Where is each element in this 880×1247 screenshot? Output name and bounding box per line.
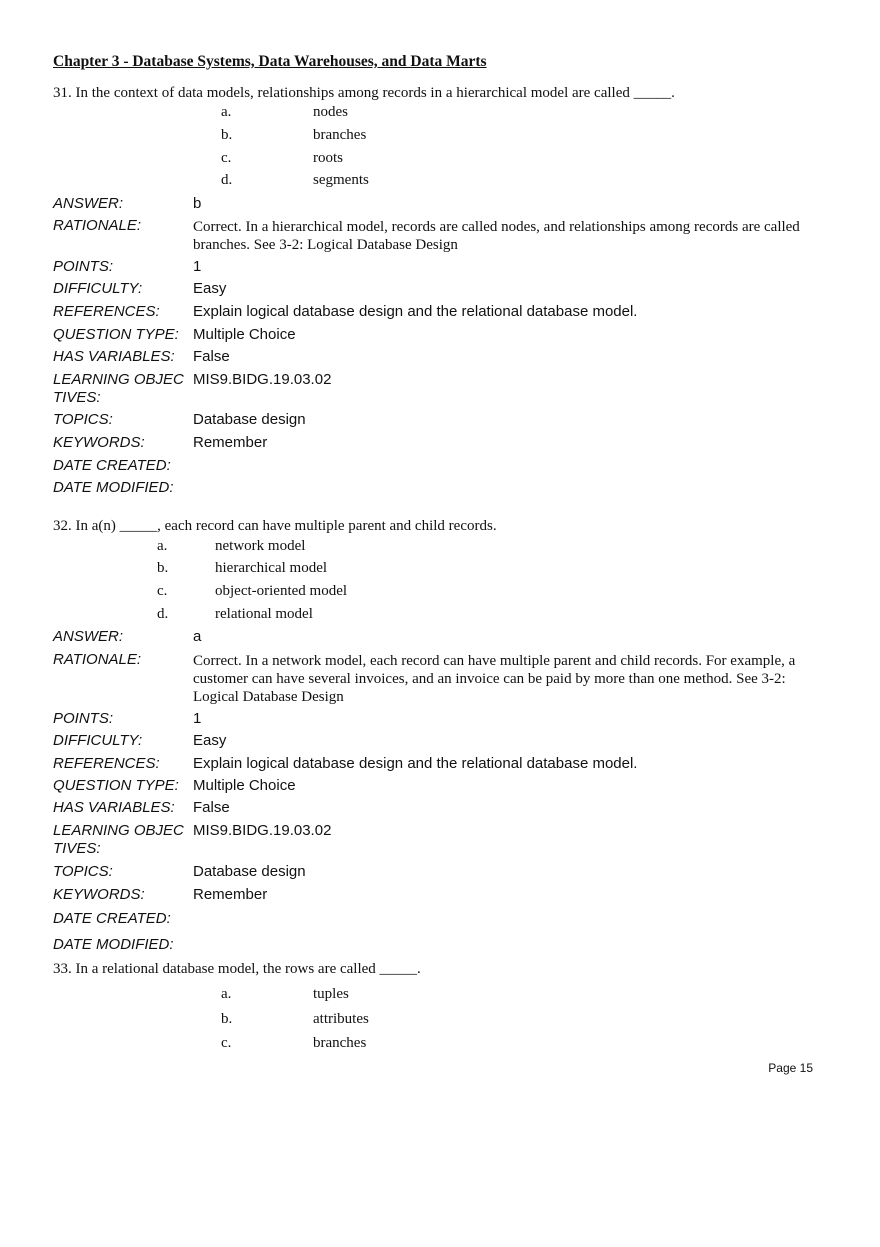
q31-option-a-letter: a. [221,104,232,120]
learning-objectives-label-line1: LEARNING OBJEC [53,822,184,839]
q32-points-value: 1 [193,710,202,727]
references-label: REFERENCES: [53,755,160,772]
has-variables-label: HAS VARIABLES: [53,348,175,365]
q31-option-b-letter: b. [221,127,233,143]
topics-label: TOPICS: [53,863,113,880]
q32-has-variables-value: False [193,799,230,816]
q32-difficulty-value: Easy [193,732,227,749]
q32-option-c-text: object-oriented model [215,583,348,599]
q32-option-b-letter: b. [157,560,169,576]
q31-has-variables-value: False [193,348,230,365]
q32-answer-value: a [193,628,202,645]
question-type-label: QUESTION TYPE: [53,777,179,794]
answer-label: ANSWER: [53,628,124,645]
has-variables-label: HAS VARIABLES: [53,799,175,816]
difficulty-label: DIFFICULTY: [53,732,143,749]
q31-option-c-letter: c. [221,150,232,166]
q32-learning-objectives-value: MIS9.BIDG.19.03.02 [193,822,332,839]
references-label: REFERENCES: [53,303,160,320]
rationale-label: RATIONALE: [53,217,142,234]
q32-option-c-letter: c. [157,583,168,599]
answer-label: ANSWER: [53,195,124,212]
q33-option-c-text: branches [313,1035,367,1051]
learning-objectives-label-line2: TIVES: [53,389,101,406]
q33-option-b-text: attributes [313,1011,369,1027]
q32-rationale-text: Correct. In a network model, each record can have multiple parent and child records. For example, a customer can have several invoices, and an invoice can be paid by more than one method. See 3-2: Logical Database Design [193,653,796,705]
q31-option-a-text: nodes [313,104,348,120]
q31-references-value: Explain logical database design and the relational database model. [193,303,638,320]
difficulty-label: DIFFICULTY: [53,280,143,297]
q32-keywords-value: Remember [193,886,268,903]
question-31-text: 31. In the context of data models, relationships among records in a hierarchical model are called _____. [53,85,675,101]
q33-option-a-letter: a. [221,986,232,1002]
q32-references-value: Explain logical database design and the relational database model. [193,755,638,772]
q32-option-a-text: network model [215,538,306,554]
page-number: Page 15 [768,1061,813,1075]
question-type-label: QUESTION TYPE: [53,326,179,343]
keywords-label: KEYWORDS: [53,886,145,903]
date-created-label: DATE CREATED: [53,910,171,927]
q31-learning-objectives-value: MIS9.BIDG.19.03.02 [193,371,332,388]
question-32-text: 32. In a(n) _____, each record can have multiple parent and child records. [53,518,497,534]
q31-keywords-value: Remember [193,434,268,451]
q31-option-d-letter: d. [221,172,233,188]
learning-objectives-label-line1: LEARNING OBJEC [53,371,184,388]
points-label: POINTS: [53,258,114,275]
topics-label: TOPICS: [53,411,113,428]
q31-option-d-text: segments [313,172,369,188]
date-modified-label: DATE MODIFIED: [53,479,174,496]
question-33-text: 33. In a relational database model, the rows are called _____. [53,961,421,977]
date-created-label: DATE CREATED: [53,457,171,474]
rationale-label: RATIONALE: [53,651,142,668]
q31-topics-value: Database design [193,411,306,428]
q32-option-a-letter: a. [157,538,168,554]
q31-option-b-text: branches [313,127,367,143]
q33-option-b-letter: b. [221,1011,233,1027]
keywords-label: KEYWORDS: [53,434,145,451]
learning-objectives-label-line2: TIVES: [53,840,101,857]
q33-option-c-letter: c. [221,1035,232,1051]
q31-option-c-text: roots [313,150,343,166]
date-modified-label: DATE MODIFIED: [53,936,174,953]
q32-question-type-value: Multiple Choice [193,777,296,794]
q31-points-value: 1 [193,258,202,275]
points-label: POINTS: [53,710,114,727]
q31-question-type-value: Multiple Choice [193,326,296,343]
q32-topics-value: Database design [193,863,306,880]
q32-option-b-text: hierarchical model [215,560,328,576]
q31-rationale-text: Correct. In a hierarchical model, records are called nodes, and relationships among records are called branches. See 3-2: Logical Database Design [193,219,800,253]
chapter-title: Chapter 3 - Database Systems, Data Warehouses, and Data Marts [53,53,487,70]
q33-option-a-text: tuples [313,986,349,1002]
q32-option-d-text: relational model [215,606,313,622]
q32-option-d-letter: d. [157,606,169,622]
q31-difficulty-value: Easy [193,280,227,297]
q31-answer-value: b [193,195,202,212]
